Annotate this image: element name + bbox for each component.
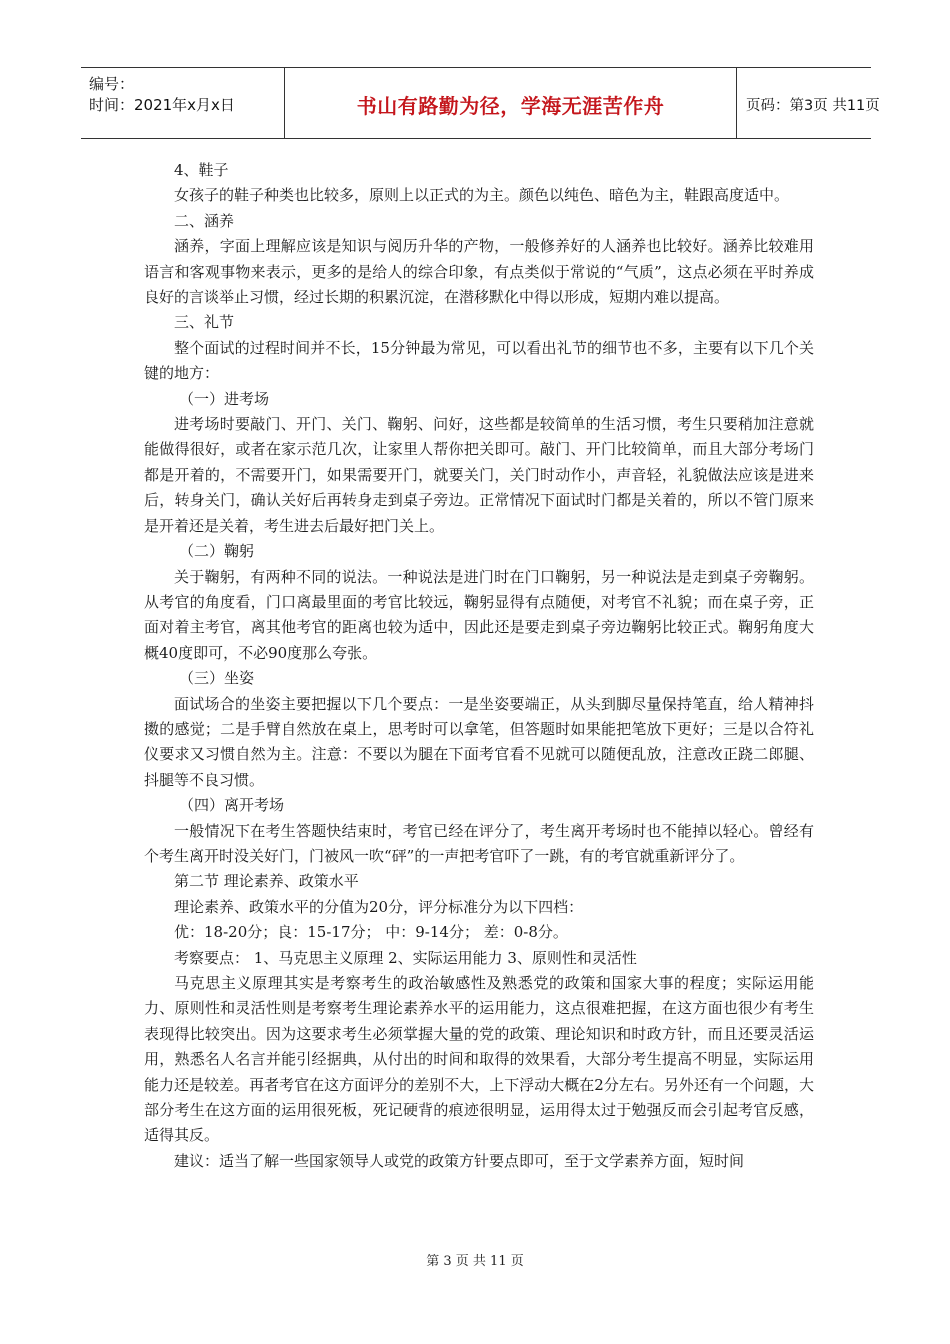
number-label: 编号： <box>89 75 135 93</box>
section-heading-etiquette: 三、礼节 <box>174 313 235 332</box>
paragraph: 女孩子的鞋子种类也比较多，原则上以正式的为主。颜色以纯色、暗色为主，鞋跟高度适中。 <box>174 186 790 205</box>
paragraph: 建议：适当了解一些国家领导人或党的政策方针要点即可，至于文学素养方面，短时间 <box>174 1151 745 1170</box>
page-number-label: 页码：第3页 共11页 <box>746 98 880 114</box>
paragraph: 一般情况下在考生答题快结束时，考官已经在评分了，考生离开考场时也不能掉以轻心。曾经有个考生离开时没关好门，门被风一吹“砰”的一声把考官吓了一跳，有的考官就重新评分了。 <box>144 821 814 865</box>
subheading-leave: （四）离开考场 <box>179 796 285 815</box>
paragraph: 优：18-20分；良：15-17分； 中：9-14分； 差：0-8分。 <box>174 923 568 942</box>
paragraph: 涵养，字面上理解应该是知识与阅历升华的产物，一般修养好的人涵养也比较好。涵养比较难用语言和客观事物来表示，更多的是给人的综合印象，有点类似于常说的“气质”，这点必须在平时养成良好的言谈举止习惯，经过长期的积累沉淀，在潜移默化中得以形成，短期内难以提高。 <box>144 237 814 307</box>
paragraph: 理论素养、政策水平的分值为20分，评分标准分为以下四档： <box>174 897 584 916</box>
document-body <box>144 158 814 1174</box>
paragraph: 面试场合的坐姿主要把握以下几个要点：一是坐姿要端正，从头到脚尽量保持笔直，给人精神抖擞的感觉；二是手臂自然放在桌上，思考时可以拿笔，但答题时如果能把笔放下更好；三是以合符礼仪要求又习惯自然为主。注意：不要以为腿在下面考官看不见就可以随便乱放，注意改正跷二郎腿、抖腿等不良习惯。 <box>144 694 814 789</box>
subheading-bow: （二）鞠躬 <box>179 542 255 561</box>
page-footer: 第 3 页 共 11 页 <box>426 1254 524 1269</box>
paragraph: 进考场时要敲门、开门、关门、鞠躬、问好，这些都是较简单的生活习惯，考生只要稍加注意就能做得很好，或者在家示范几次，让家里人帮你把关即可。敲门、开门比较简单，而且大部分考场门都是开着的，不需要开门，如果需要开门，就要关门，关门时动作小，声音轻，礼貌做法应该是进来后，转身关门，确认关好后再转身走到桌子旁边。正常情况下面试时门都是关着的，所以不管门原来是开着还是关着，考生进去后最好把门关上。 <box>144 415 814 535</box>
date-label: 时间：2021年x月x日 <box>89 96 235 114</box>
page-header <box>81 67 880 139</box>
subheading-enter: （一）进考场 <box>179 389 270 408</box>
paragraph: 关于鞠躬，有两种不同的说法。一种说法是进门时在门口鞠躬，另一种说法是走到桌子旁鞠躬。从考官的角度看，门口离最里面的考官比较远，鞠躬显得有点随便，对考官不礼貌；而在桌子旁，正面对着主考官，离其他考官的距离也较为适中，因此还是要走到桌子旁边鞠躬比较正式。鞠躬角度大概40度即可，不必90度那么夸张。 <box>144 567 814 662</box>
section-heading-shoes: 4、鞋子 <box>174 161 229 179</box>
paragraph: 整个面试的过程时间并不长，15分钟最为常见，可以看出礼节的细节也不多，主要有以下几个关键的地方： <box>144 338 814 383</box>
section-heading-theory: 第二节 理论素养、政策水平 <box>174 872 359 891</box>
header-motto-cell <box>284 68 737 138</box>
paragraph: 马克思主义原理其实是考察考生的政治敏感性及熟悉党的政策和国家大事的程度；实际运用能力、原则性和灵活性则是考察考生理论素养水平的运用能力，这点很难把握，在这方面也很少有考生表现得比较突出。因为这要求考生必须掌握大量的党的政策、理论知识和时政方针，而且还要灵活运用，熟悉名人名言并能引经据典，从付出的时间和取得的效果看，大部分考生提高不明显，实际运用能力还是较差。再者考官在这方面评分的差别不大，上下浮动大概在2分左右。另外还有一个问题，大部分考生在这方面的运用很死板，死记硬背的痕迹很明显，运用得太过于勉强反而会引起考官反感，适得其反。 <box>144 974 814 1145</box>
header-meta-cell <box>81 68 284 138</box>
paragraph: 考察要点： 1、马克思主义原理 2、实际运用能力 3、原则性和灵活性 <box>174 948 637 967</box>
section-heading-cultivation: 二、涵养 <box>174 211 235 230</box>
header-page-cell <box>736 68 880 138</box>
subheading-posture: （三）坐姿 <box>179 669 255 688</box>
motto-text: 书山有路勤为径，学海无涯苦作舟 <box>356 94 665 118</box>
